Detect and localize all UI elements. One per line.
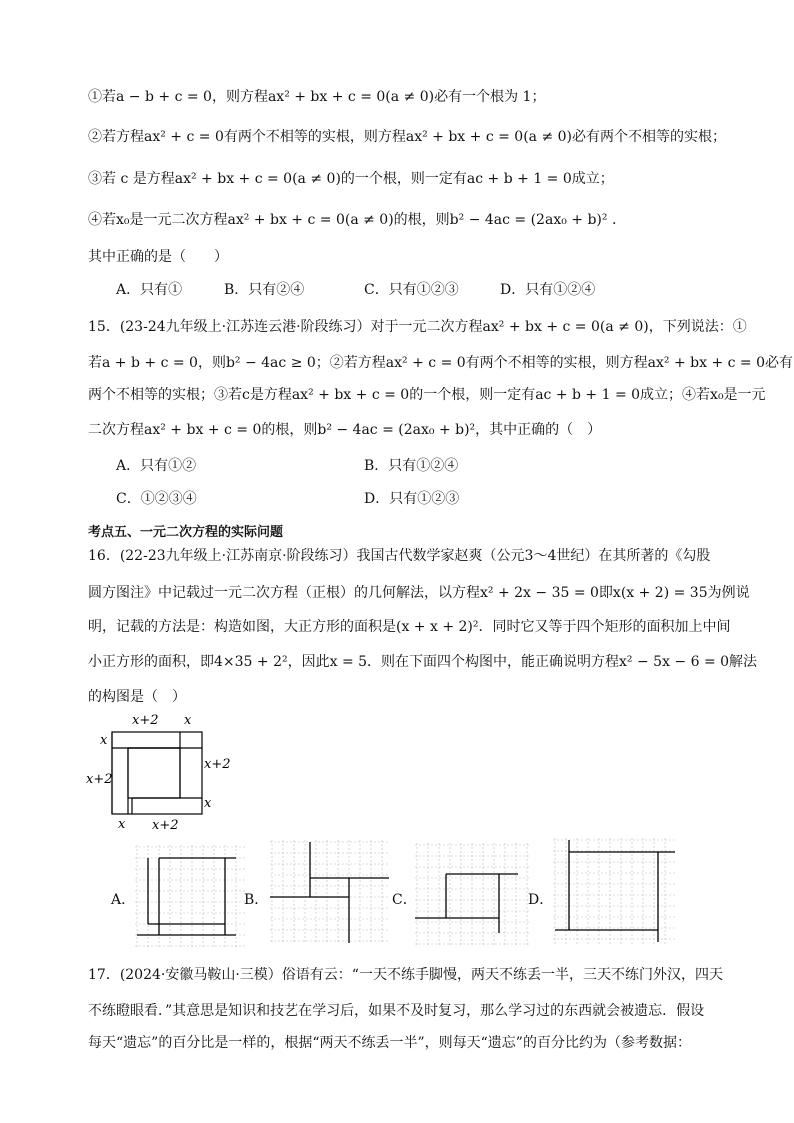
q15-option-c[interactable]: C．①②③④: [116, 491, 197, 507]
q14-option-d[interactable]: D．只有①②④: [500, 282, 596, 298]
q17-line-3: 每天“遗忘”的百分比是一样的，根据“两天不练丢一半”，则每天“遗忘”的百分比约为（参考数据：: [88, 1035, 691, 1051]
outer-square: [112, 732, 202, 814]
question-14-prompt: 其中正确的是（ ）: [88, 249, 228, 265]
q17-line-2: 不练瞪眼看．”其意思是知识和技艺在学习后，如果不及时复习，那么学习过的东西就会被遗忘．假设: [88, 1003, 705, 1019]
choice-d-grid[interactable]: [553, 838, 677, 946]
choice-b-label[interactable]: B．: [244, 892, 269, 908]
label-top-a: x+2: [132, 713, 159, 728]
q16-line-5: 的构图是（ ）: [88, 689, 186, 705]
choice-d-label[interactable]: D．: [528, 892, 554, 908]
q14-option-a[interactable]: A．只有①: [116, 282, 183, 298]
q17-line-1: 17．(2024·安徽马鞍山·三模）俗语有云：“一天不练手脚慢，两天不练丢一半，三天不练门外汉，四天: [88, 967, 723, 983]
q16-line-2: 圆方图注》中记载过一元二次方程（正根）的几何解法，以方程x² + 2x − 35 = 0即x(x + 2) = 35为例说: [88, 585, 750, 601]
q16-line-4: 小正方形的面积，即4×35 + 2²，因此x = 5．则在下面四个构图中，能正确说明方程x² − 5x − 6 = 0解法: [88, 654, 758, 670]
q15-option-b[interactable]: B．只有①②④: [364, 458, 459, 474]
label-bottom-b: x+2: [152, 818, 179, 833]
label-right-b: x: [204, 796, 212, 811]
q16-line-3: 明，记载的方法是：构造如图，大正方形的面积是(x + x + 2)²．同时它又等于四个矩形的面积加上中间: [88, 619, 731, 635]
q14-option-b[interactable]: B．只有②④: [224, 282, 305, 298]
choice-a-label[interactable]: A．: [111, 892, 136, 908]
q15-line-2: 若a + b + c = 0，则b² − 4ac ≥ 0；②若方程ax² + c = 0有两个不相等的实根，则方程ax² + bx + c = 0必有: [88, 355, 794, 371]
label-right-a: x+2: [204, 757, 231, 772]
q15-option-d[interactable]: D．只有①②③: [364, 491, 460, 507]
statement-1: ①若a − b + c = 0，则方程ax² + bx + c = 0(a ≠ 0)必有一个根为 1；: [88, 89, 546, 105]
statement-3: ③若 c 是方程ax² + bx + c = 0(a ≠ 0)的一个根，则一定有ac + b + 1 = 0成立；: [88, 171, 614, 187]
choice-b-grid[interactable]: [270, 840, 390, 943]
label-top-b: x: [184, 713, 192, 728]
zhao-shuang-diagram: [80, 708, 240, 833]
statement-4: ④若x₀是一元二次方程ax² + bx + c = 0(a ≠ 0)的根，则b² − 4ac = (2ax₀ + b)² .: [88, 212, 617, 228]
section-heading: 考点五、一元二次方程的实际问题: [88, 525, 284, 540]
q15-line-1: 15．(23-24九年级上·江苏连云港·阶段练习）对于一元二次方程ax² + bx + c = 0(a ≠ 0)，下列说法：①: [88, 319, 747, 335]
statement-2: ②若方程ax² + c = 0有两个不相等的实根，则方程ax² + bx + c = 0(a ≠ 0)必有两个不相等的实根；: [88, 129, 727, 145]
choice-c-grid[interactable]: [415, 843, 530, 946]
q16-line-1: 16．(22-23九年级上·江苏南京·阶段练习）我国古代数学家赵爽（公元3～4世纪）在其所著的《勾股: [88, 548, 711, 564]
choice-c-label[interactable]: C．: [392, 892, 417, 908]
q15-line-4: 二次方程ax² + bx + c = 0的根，则b² − 4ac = (2ax₀ + b)²，其中正确的（ ）: [88, 422, 602, 438]
label-left-a: x: [100, 733, 108, 748]
label-left-b: x+2: [86, 772, 113, 787]
q15-line-3: 两个不相等的实根；③若c是方程ax² + bx + c = 0的一个根，则一定有ac + b + 1 = 0成立；④若x₀是一元: [88, 387, 766, 403]
choice-a-grid[interactable]: [135, 845, 245, 948]
q14-option-c[interactable]: C．只有①②③: [364, 282, 459, 298]
label-bottom-a: x: [118, 817, 126, 832]
q15-option-a[interactable]: A．只有①②: [116, 458, 197, 474]
